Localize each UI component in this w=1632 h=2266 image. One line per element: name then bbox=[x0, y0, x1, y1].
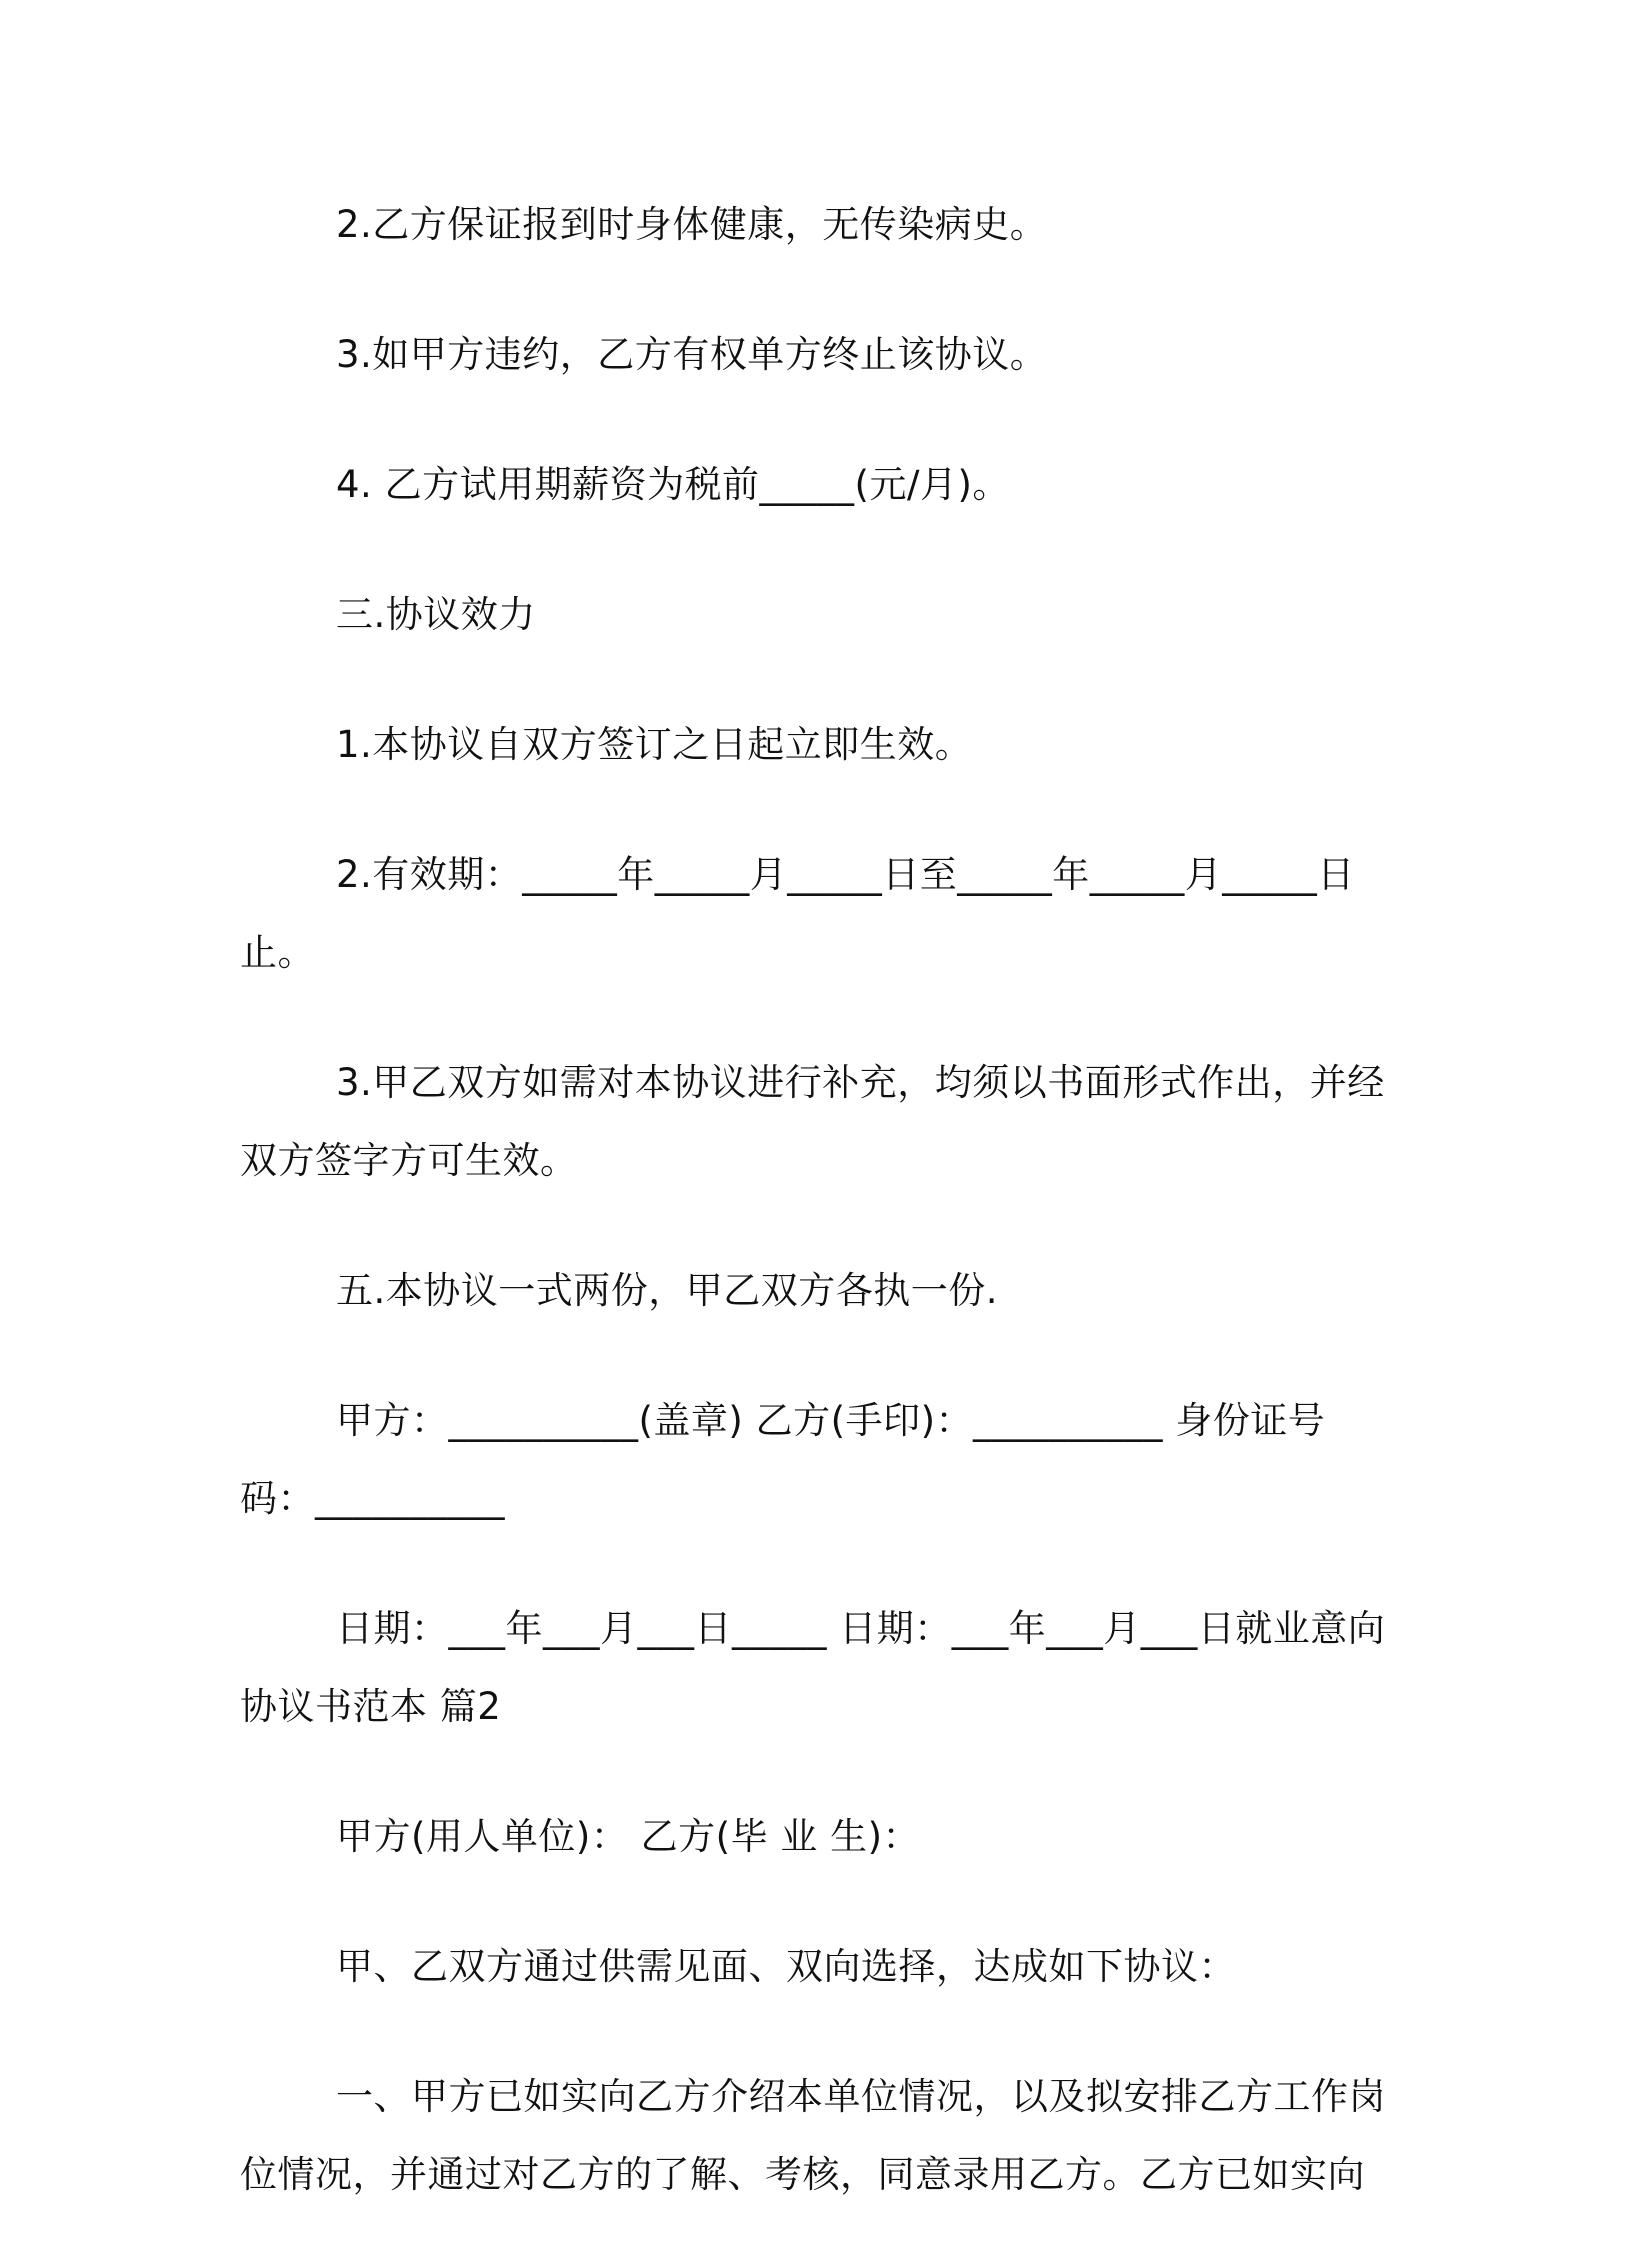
paragraph-article-1: 一、甲方已如实向乙方介绍本单位情况，以及拟安排乙方工作岗位情况，并通过对乙方的了解、考核，同意录用乙方。乙方已如实向 bbox=[240, 2075, 1386, 2196]
paragraph-effective-clause: 1.本协议自双方签订之日起立即生效。 bbox=[336, 723, 973, 766]
paragraph-clause-2: 2.乙方保证报到时身体健康，无传染病史。 bbox=[336, 203, 1048, 246]
paragraph-supplement-clause: 3.甲乙双方如需对本协议进行补充，均须以书面形式作出，并经双方签字方可生效。 bbox=[240, 1061, 1385, 1182]
paragraph-clause-4: 4. 乙方试用期薪资为税前_____(元/月)。 bbox=[336, 463, 1010, 506]
section-heading-agreement-validity: 三.协议效力 bbox=[336, 593, 536, 636]
paragraph-date-line: 日期：___年___月___日_____ 日期：___年___月___日就业意向协议书范本 篇2 bbox=[240, 1607, 1386, 1728]
paragraph-validity-period: 2.有效期：_____年_____月_____日至_____年_____月_____日止。 bbox=[240, 853, 1355, 974]
paragraph-signature-line: 甲方：__________(盖章) 乙方(手印)：__________ 身份证号码：__________ bbox=[240, 1399, 1326, 1520]
paragraph-agreement-intro: 甲、乙双方通过供需见面、双向选择，达成如下协议： bbox=[336, 1945, 1236, 1988]
paragraph-clause-3: 3.如甲方违约，乙方有权单方终止该协议。 bbox=[336, 333, 1048, 376]
document-body bbox=[240, 186, 1392, 2266]
paragraph-parties: 甲方(用人单位)： 乙方(毕 业 生)： bbox=[336, 1815, 921, 1858]
paragraph-copies-clause: 五.本协议一式两份，甲乙双方各执一份. bbox=[336, 1269, 999, 1312]
